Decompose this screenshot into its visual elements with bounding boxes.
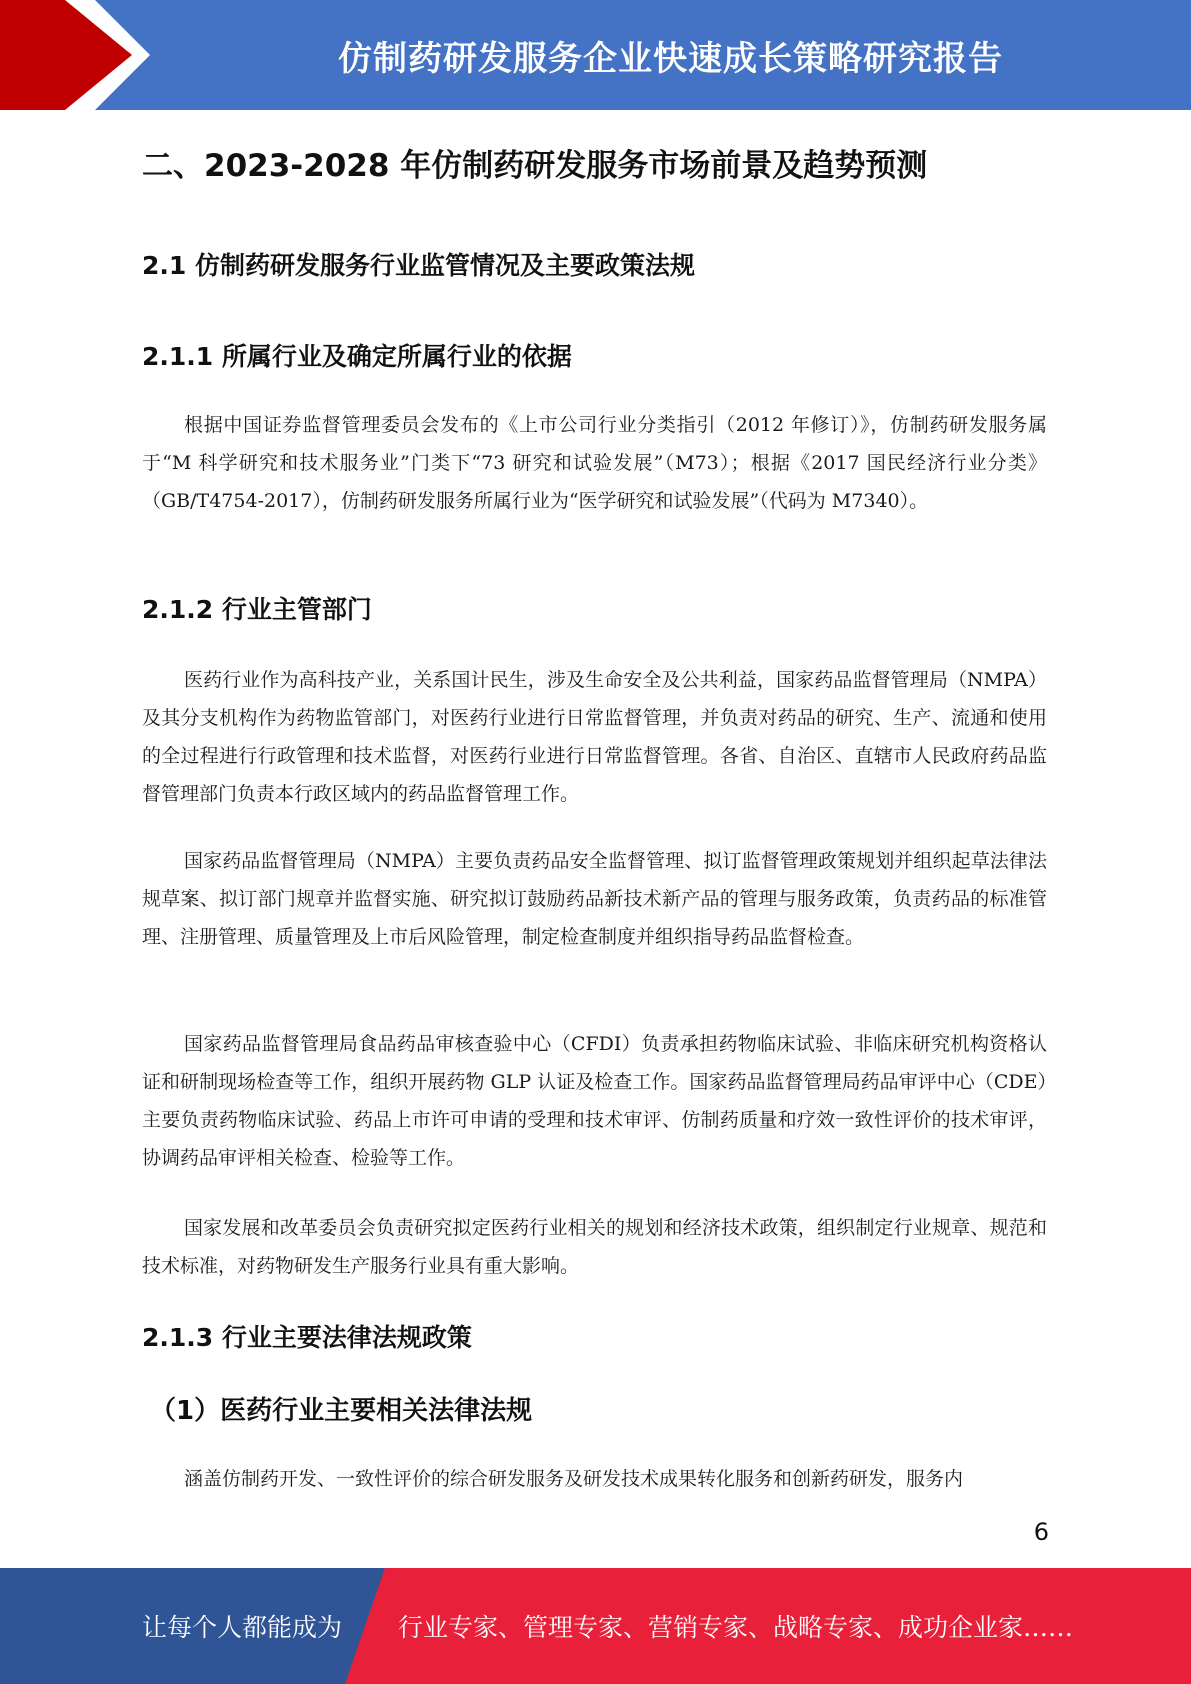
paragraph-industry-classification: 根据中国证券监督管理委员会发布的《上市公司行业分类指引（2012 年修订）》，仿制药研发服务属于“M 科学研究和技术服务业”门类下“73 研究和试验发展”（M73）；根据《2017 国民经济行业分类》（GB/T4754-2017），仿制药研发服务所属行业为“医学研究和试验发展”（代码为 M7340）。 xyxy=(142,414,1047,512)
red-arrow-icon xyxy=(0,0,150,110)
subsection-title-laws: （1）医药行业主要相关法律法规 xyxy=(150,1396,533,1426)
report-header-band xyxy=(0,0,1191,110)
section-title-2-1-3: 2.1.3 行业主要法律法规政策 xyxy=(142,1323,472,1352)
footer-slogan-left: 让每个人都能成为 xyxy=(142,1613,343,1642)
footer-slogan-right: 行业专家、管理专家、营销专家、战略专家、成功企业家…… xyxy=(398,1613,1074,1642)
paragraph-nmpa-duties: 国家药品监督管理局（NMPA）主要负责药品安全监督管理、拟订监督管理政策规划并组织起草法律法规草案、拟订部门规章并监督实施、研究拟订鼓励药品新技术新产品的管理与服务政策，负责药品的标准管理、注册管理、质量管理及上市后风险管理，制定检查制度并组织指导药品监督检查。 xyxy=(142,850,1047,948)
paragraph-laws-intro: 涵盖仿制药开发、一致性评价的综合研发服务及研发技术成果转化服务和创新药研发，服务内 xyxy=(184,1468,964,1490)
section-title-2-1-1: 2.1.1 所属行业及确定所属行业的依据 xyxy=(142,342,572,371)
page-number: 6 xyxy=(1033,1518,1049,1546)
section-title-2-1-2: 2.1.2 行业主管部门 xyxy=(142,595,372,624)
section-title-2-1: 2.1 仿制药研发服务行业监管情况及主要政策法规 xyxy=(142,251,695,280)
paragraph-regulators-overview: 医药行业作为高科技产业，关系国计民生，涉及生命安全及公共利益，国家药品监督管理局（NMPA）及其分支机构作为药物监管部门，对医药行业进行日常监督管理，并负责对药品的研究、生产、流通和使用的全过程进行行政管理和技术监督，对医药行业进行日常监督管理。各省、自治区、直辖市人民政府药品监督管理部门负责本行政区域内的药品监督管理工作。 xyxy=(142,669,1047,805)
footer-band xyxy=(0,1568,1191,1684)
chapter-title: 二、2023-2028 年仿制药研发服务市场前景及趋势预测 xyxy=(142,148,928,184)
paragraph-cfdi-cde-duties: 国家药品监督管理局食品药品审核查验中心（CFDI）负责承担药物临床试验、非临床研究机构资格认证和研制现场检查等工作，组织开展药物 GLP 认证及检查工作。国家药品监督管理局药品审评中心（CDE）主要负责药物临床试验、药品上市许可申请的受理和技术审评、仿制药质量和疗效一致性评价的技术审评，协调药品审评相关检查、检验等工作。 xyxy=(142,1033,1047,1169)
report-title: 仿制药研发服务企业快速成长策略研究报告 xyxy=(338,38,1003,79)
paragraph-ndrc-duties: 国家发展和改革委员会负责研究拟定医药行业相关的规划和经济技术政策，组织制定行业规章、规范和技术标准，对药物研发生产服务行业具有重大影响。 xyxy=(142,1217,1047,1277)
